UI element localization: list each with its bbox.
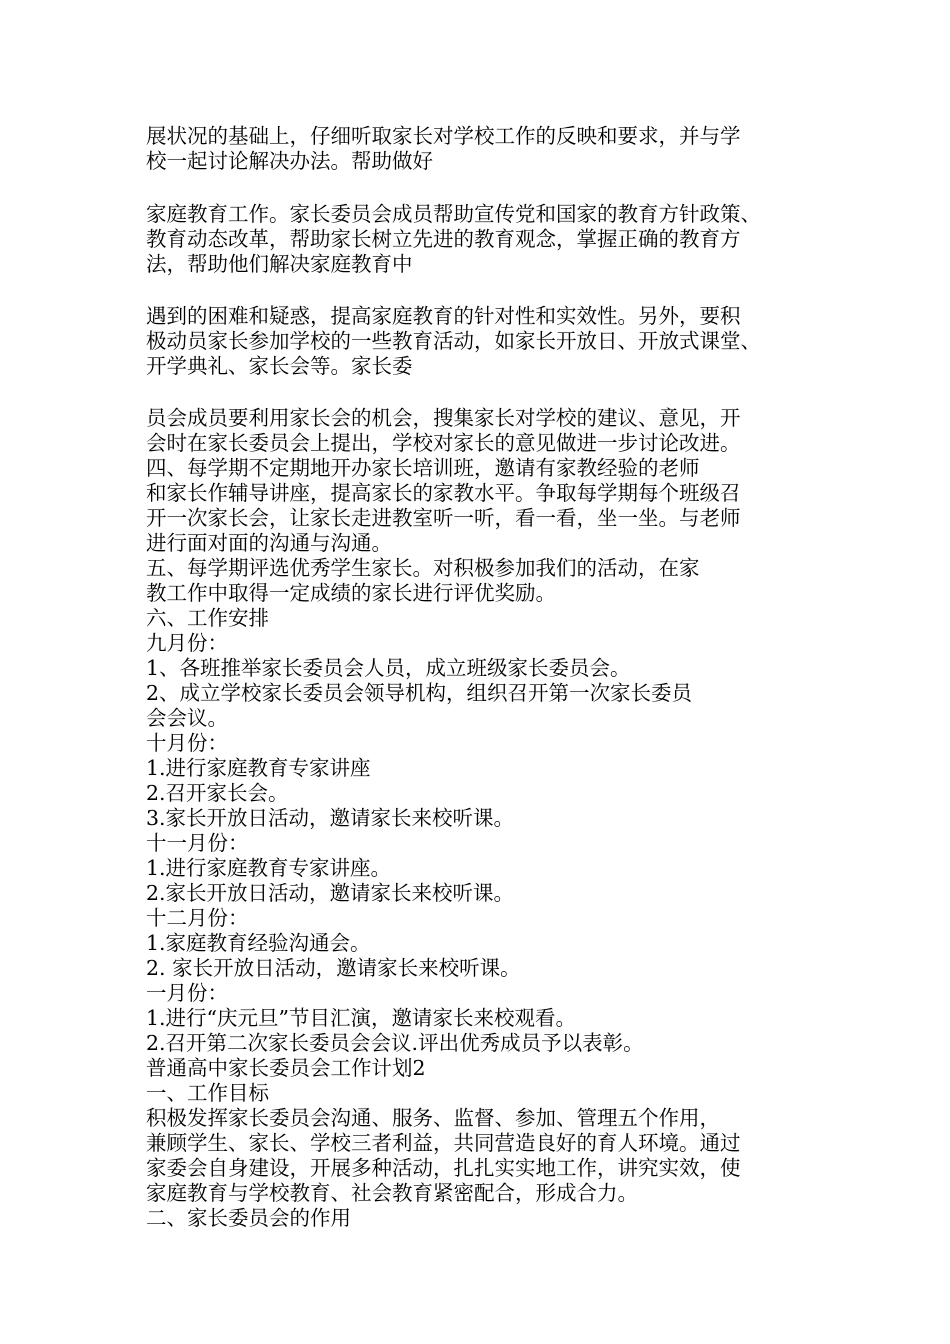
month-heading: 十一月份：: [146, 831, 249, 855]
list-item: 1.家庭教育经验沟通会。: [146, 931, 371, 955]
text-line: 兼顾学生、家长、学校三者利益，共同营造良好的育人环境。通过: [146, 1131, 741, 1155]
month-heading: 十二月份：: [146, 906, 249, 930]
month-heading: 九月份：: [146, 631, 228, 655]
text-line: 四、每学期不定期地开办家长培训班，邀请有家教经验的老师: [146, 456, 700, 480]
text-line: 教工作中取得一定成绩的家长进行评优奖励。: [146, 581, 556, 605]
section-heading: 一、工作目标: [146, 1081, 269, 1105]
list-item: 2.家长开放日活动，邀请家长来校听课。: [146, 881, 515, 905]
section-heading: 二、家长委员会的作用: [146, 1206, 351, 1230]
list-item: 1.进行家庭教育专家讲座: [146, 756, 371, 780]
list-item: 2、成立学校家长委员会领导机构，组织召开第一次家长委员: [146, 681, 693, 705]
text-line: 教育动态改革，帮助家长树立先进的教育观念，掌握正确的教育方: [146, 227, 741, 251]
text-line: 法，帮助他们解决家庭教育中: [146, 252, 413, 276]
text-line: 极动员家长参加学校的一些教育活动，如家长开放日、开放式课堂、: [146, 329, 761, 353]
document-title: 普通高中家长委员会工作计划2: [146, 1056, 426, 1080]
text-line: 开一次家长会，让家长走进教室听一听，看一看，坐一坐。与老师: [146, 506, 741, 530]
text-line: 会时在家长委员会上提出，学校对家长的意见做进一步讨论改进。: [146, 431, 741, 455]
text-line: 积极发挥家长委员会沟通、服务、监督、参加、管理五个作用，: [146, 1106, 720, 1130]
text-line: 五、每学期评选优秀学生家长。对积极参加我们的活动，在家: [146, 556, 700, 580]
text-line: 展状况的基础上，仔细听取家长对学校工作的反映和要求，并与学: [146, 124, 741, 148]
text-line: 家庭教育工作。家长委员会成员帮助宣传党和国家的教育方针政策、: [146, 202, 761, 226]
text-line: 遇到的困难和疑惑，提高家庭教育的针对性和实效性。另外，要积: [146, 304, 741, 328]
month-heading: 一月份：: [146, 981, 228, 1005]
month-heading: 十月份：: [146, 731, 228, 755]
list-item: 1、各班推举家长委员会人员，成立班级家长委员会。: [146, 656, 631, 680]
text-line: 家庭教育与学校教育、社会教育紧密配合，形成合力。: [146, 1181, 638, 1205]
list-item: 3.家长开放日活动，邀请家长来校听课。: [146, 806, 515, 830]
list-item: 2. 家长开放日活动，邀请家长来校听课。: [146, 956, 521, 980]
list-item: 1.进行“庆元旦”节目汇演，邀请家长来校观看。: [146, 1006, 577, 1030]
text-line: 和家长作辅导讲座，提高家长的家教水平。争取每学期每个班级召: [146, 481, 741, 505]
list-item: 1.进行家庭教育专家讲座。: [146, 856, 392, 880]
text-line: 员会成员要利用家长会的机会，搜集家长对学校的建议、意见，开: [146, 406, 741, 430]
text-line: 会会议。: [146, 706, 228, 730]
section-heading: 六、工作安排: [146, 606, 269, 630]
list-item: 2.召开家长会。: [146, 781, 289, 805]
text-line: 进行面对面的沟通与沟通。: [146, 531, 392, 555]
text-line: 校一起讨论解决办法。帮助做好: [146, 149, 433, 173]
list-item: 2.召开第二次家长委员会会议.评出优秀成员予以表彰。: [146, 1031, 644, 1055]
text-line: 开学典礼、家长会等。家长委: [146, 354, 413, 378]
text-line: 家委会自身建设，开展多种活动，扎扎实实地工作，讲究实效，使: [146, 1156, 741, 1180]
